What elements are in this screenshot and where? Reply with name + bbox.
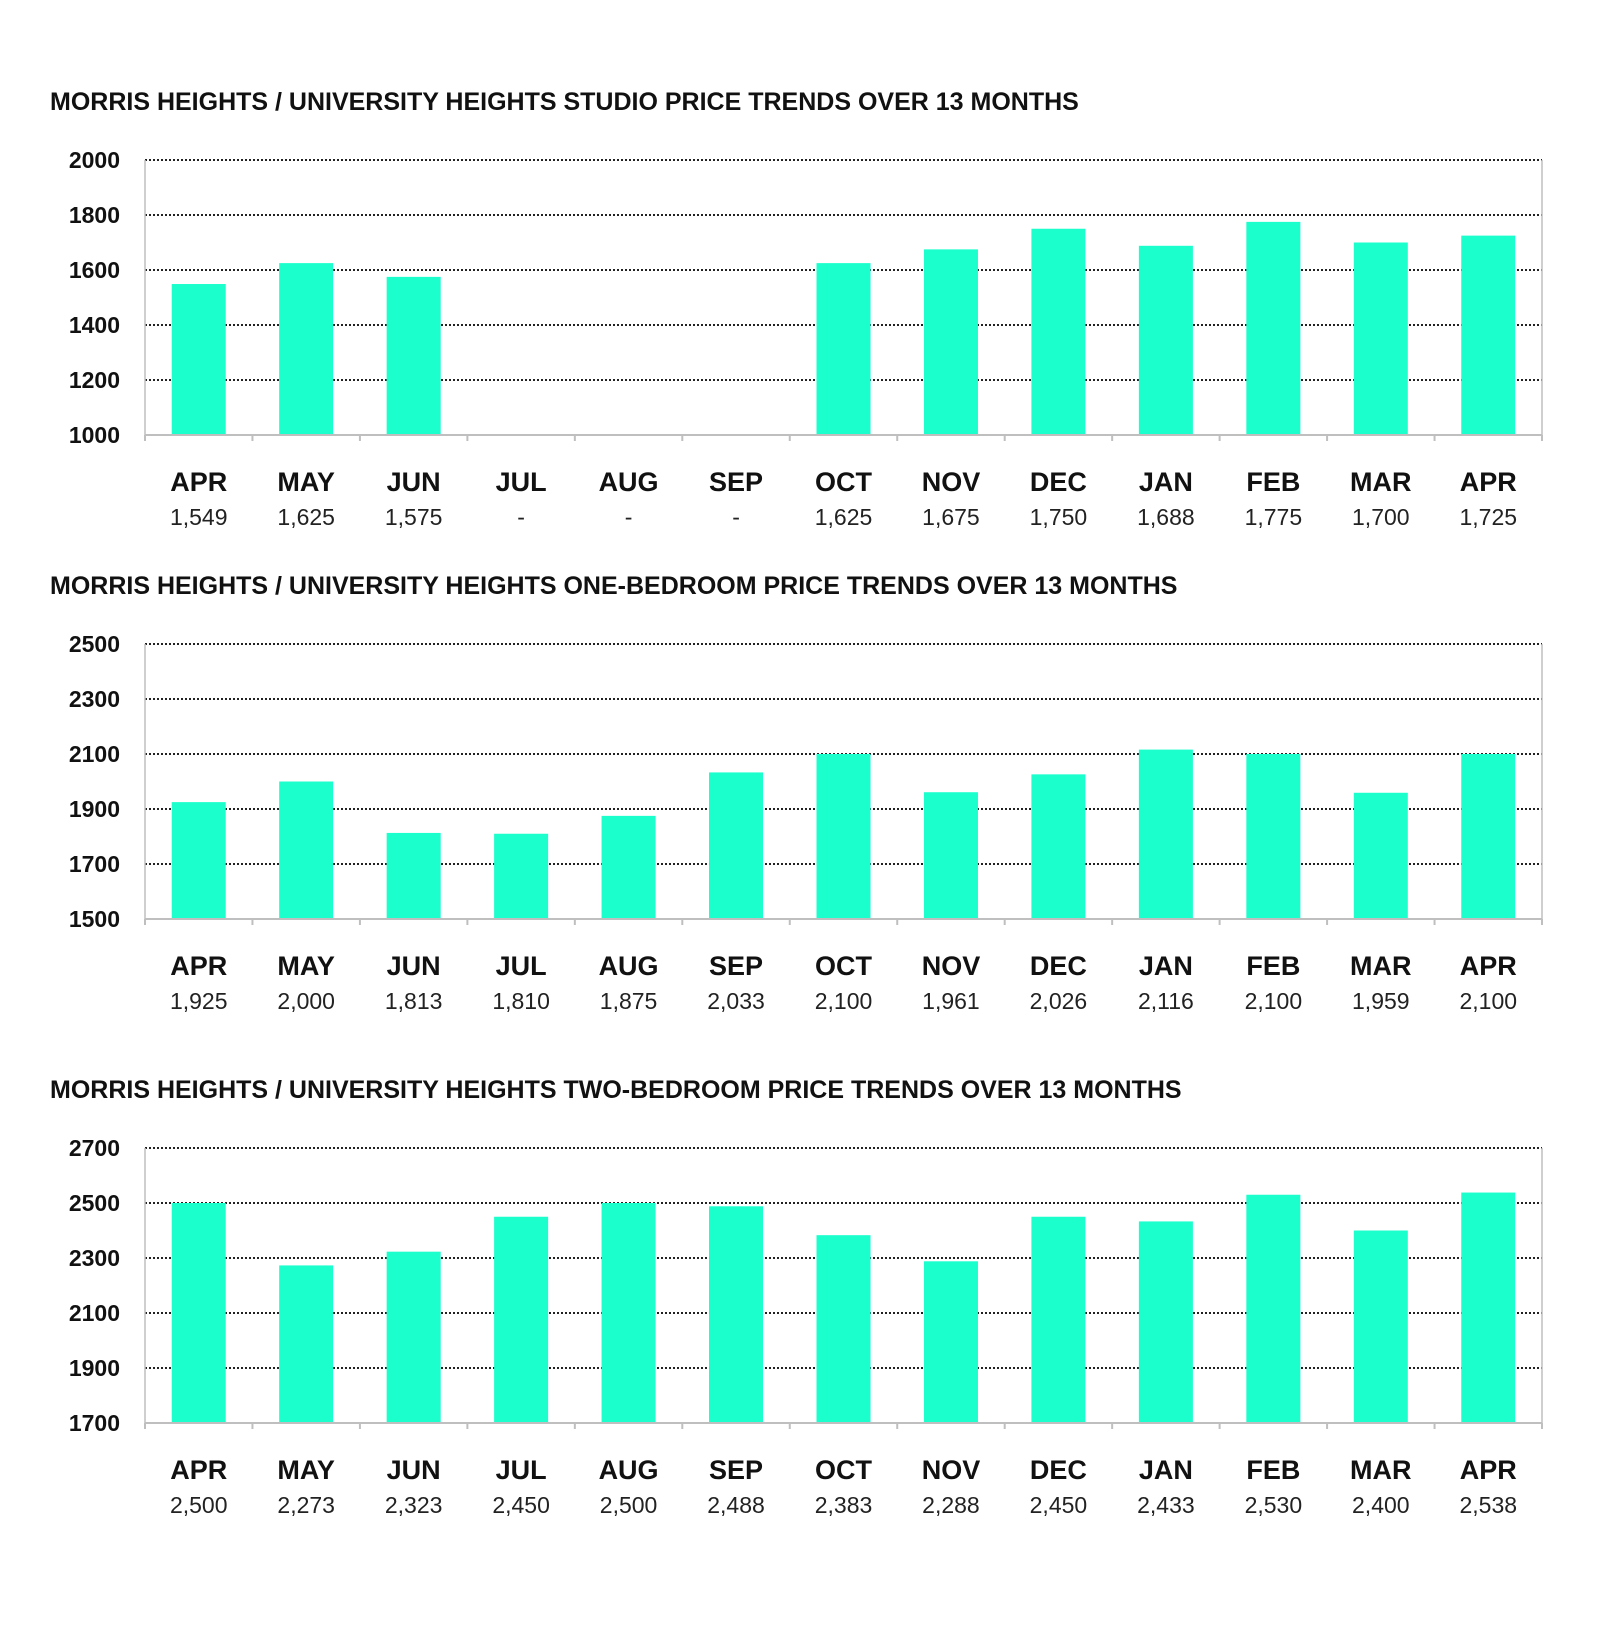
value-label: 2,273 <box>277 1492 335 1518</box>
y-tick-label: 1900 <box>68 796 120 822</box>
category-label: JAN <box>1138 951 1193 981</box>
bar-10 <box>1139 246 1193 435</box>
category-label: SEP <box>709 1455 764 1485</box>
category-label: APR <box>1459 951 1517 981</box>
chart-plot <box>0 88 1600 528</box>
value-label: 2,100 <box>814 988 873 1014</box>
chart-title: MORRIS HEIGHTS / UNIVERSITY HEIGHTS ONE-BEDROOM PRICE TRENDS OVER 13 MONTHS <box>50 572 1178 600</box>
category-label: APR <box>170 467 228 497</box>
bar-11 <box>1246 754 1300 919</box>
value-label: 2,538 <box>1459 1492 1518 1518</box>
value-label: - <box>624 504 633 530</box>
category-label: JUN <box>386 951 441 981</box>
bar-11 <box>1246 222 1300 435</box>
value-label: 1,688 <box>1137 504 1195 530</box>
y-tick-label: 2700 <box>68 1135 120 1161</box>
category-label: MAY <box>277 1455 335 1485</box>
bar-10 <box>1139 750 1193 919</box>
y-tick-label: 2500 <box>68 1190 120 1216</box>
value-label: 2,488 <box>707 1492 765 1518</box>
studio-chart <box>0 88 1600 528</box>
category-label: NOV <box>921 1455 981 1485</box>
bar-5 <box>602 1203 656 1423</box>
value-label: 1,810 <box>492 988 550 1014</box>
bar-2 <box>279 263 333 435</box>
value-label: 2,500 <box>169 1492 228 1518</box>
bar-2 <box>279 782 333 920</box>
category-label: JUN <box>386 467 441 497</box>
bar-7 <box>817 754 871 919</box>
category-label: APR <box>170 1455 228 1485</box>
bar-7 <box>817 1235 871 1423</box>
value-label: 2,100 <box>1244 988 1303 1014</box>
value-label: 1,575 <box>384 504 443 530</box>
value-label: 2,450 <box>492 1492 550 1518</box>
value-label: 1,725 <box>1459 504 1518 530</box>
bar-7 <box>817 263 871 435</box>
chart-plot <box>0 572 1600 1012</box>
category-label: MAY <box>277 951 335 981</box>
category-label: JUN <box>386 1455 441 1485</box>
y-tick-label: 1200 <box>68 367 120 393</box>
bar-8 <box>924 249 978 435</box>
bar-11 <box>1246 1195 1300 1423</box>
two-bedroom-chart <box>0 1076 1600 1516</box>
category-label: MAR <box>1350 1455 1412 1485</box>
value-label: 1,675 <box>922 504 980 530</box>
value-label: 2,323 <box>384 1492 443 1518</box>
bar-9 <box>1031 774 1085 919</box>
value-label: 1,750 <box>1029 504 1088 530</box>
y-tick-label: 2100 <box>68 741 120 767</box>
y-tick-label: 1700 <box>68 851 120 877</box>
value-label: 2,033 <box>707 988 765 1014</box>
category-label: APR <box>170 951 228 981</box>
y-tick-label: 1700 <box>68 1410 120 1436</box>
chart-title: MORRIS HEIGHTS / UNIVERSITY HEIGHTS STUDIO PRICE TRENDS OVER 13 MONTHS <box>50 88 1079 116</box>
y-tick-label: 1500 <box>68 906 120 932</box>
y-tick-label: 1000 <box>68 422 120 448</box>
value-label: 1,700 <box>1352 504 1410 530</box>
value-label: 1,549 <box>169 504 228 530</box>
category-label: AUG <box>598 1455 659 1485</box>
value-label: 1,625 <box>277 504 335 530</box>
category-label: JAN <box>1138 467 1193 497</box>
category-label: DEC <box>1029 467 1087 497</box>
bar-10 <box>1139 1221 1193 1423</box>
value-label: 1,959 <box>1352 988 1410 1014</box>
category-label: JUL <box>495 1455 547 1485</box>
category-label: DEC <box>1029 951 1087 981</box>
category-label: FEB <box>1246 1455 1301 1485</box>
value-label: 2,500 <box>599 1492 658 1518</box>
category-label: AUG <box>598 951 659 981</box>
value-label: 2,026 <box>1029 988 1088 1014</box>
category-label: SEP <box>709 951 764 981</box>
y-tick-label: 1400 <box>68 312 120 338</box>
category-label: JUL <box>495 467 547 497</box>
value-label: 2,450 <box>1029 1492 1088 1518</box>
value-label: 2,400 <box>1352 1492 1410 1518</box>
value-label: 2,530 <box>1244 1492 1303 1518</box>
value-label: 1,875 <box>599 988 658 1014</box>
category-label: NOV <box>921 467 981 497</box>
bar-3 <box>387 1252 441 1423</box>
value-label: 2,288 <box>922 1492 980 1518</box>
category-label: MAR <box>1350 951 1412 981</box>
category-label: OCT <box>815 467 872 497</box>
bar-1 <box>172 1203 226 1423</box>
bar-6 <box>709 772 763 919</box>
bar-4 <box>494 834 548 919</box>
value-label: 2,000 <box>277 988 335 1014</box>
y-tick-label: 2500 <box>68 631 120 657</box>
y-tick-label: 2100 <box>68 1300 120 1326</box>
value-label: 2,383 <box>814 1492 873 1518</box>
category-label: SEP <box>709 467 764 497</box>
bar-13 <box>1461 1193 1515 1423</box>
value-label: 2,100 <box>1459 988 1518 1014</box>
value-label: - <box>732 504 740 530</box>
value-label: 2,116 <box>1137 988 1194 1014</box>
bar-5 <box>602 816 656 919</box>
bar-8 <box>924 1261 978 1423</box>
value-label: - <box>517 504 525 530</box>
bar-12 <box>1354 793 1408 919</box>
bar-6 <box>709 1206 763 1423</box>
category-label: AUG <box>598 467 659 497</box>
bar-4 <box>494 1217 548 1423</box>
value-label: 1,625 <box>814 504 873 530</box>
category-label: APR <box>1459 1455 1517 1485</box>
y-tick-label: 2300 <box>68 1245 120 1271</box>
chart-plot <box>0 1076 1600 1516</box>
bar-1 <box>172 802 226 919</box>
y-tick-label: 1600 <box>68 257 120 283</box>
category-label: MAR <box>1350 467 1412 497</box>
chart-title: MORRIS HEIGHTS / UNIVERSITY HEIGHTS TWO-BEDROOM PRICE TRENDS OVER 13 MONTHS <box>50 1076 1182 1104</box>
category-label: OCT <box>815 1455 872 1485</box>
value-label: 1,961 <box>922 988 980 1014</box>
value-label: 1,775 <box>1244 504 1303 530</box>
category-label: JUL <box>495 951 547 981</box>
bar-9 <box>1031 1217 1085 1423</box>
category-label: OCT <box>815 951 872 981</box>
bar-3 <box>387 833 441 919</box>
one-bedroom-chart <box>0 572 1600 1012</box>
bar-2 <box>279 1265 333 1423</box>
bar-8 <box>924 792 978 919</box>
category-label: NOV <box>921 951 981 981</box>
bar-1 <box>172 284 226 435</box>
value-label: 1,925 <box>169 988 228 1014</box>
category-label: FEB <box>1246 951 1301 981</box>
y-tick-label: 1800 <box>68 202 120 228</box>
bar-12 <box>1354 243 1408 436</box>
value-label: 1,813 <box>384 988 443 1014</box>
category-label: JAN <box>1138 1455 1193 1485</box>
bar-13 <box>1461 236 1515 435</box>
category-label: MAY <box>277 467 335 497</box>
bar-12 <box>1354 1231 1408 1424</box>
category-label: APR <box>1459 467 1517 497</box>
value-label: 2,433 <box>1137 1492 1195 1518</box>
category-label: DEC <box>1029 1455 1087 1485</box>
y-tick-label: 2300 <box>68 686 120 712</box>
bar-3 <box>387 277 441 435</box>
bar-13 <box>1461 754 1515 919</box>
y-tick-label: 2000 <box>68 147 120 173</box>
y-tick-label: 1900 <box>68 1355 120 1381</box>
category-label: FEB <box>1246 467 1301 497</box>
bar-9 <box>1031 229 1085 435</box>
